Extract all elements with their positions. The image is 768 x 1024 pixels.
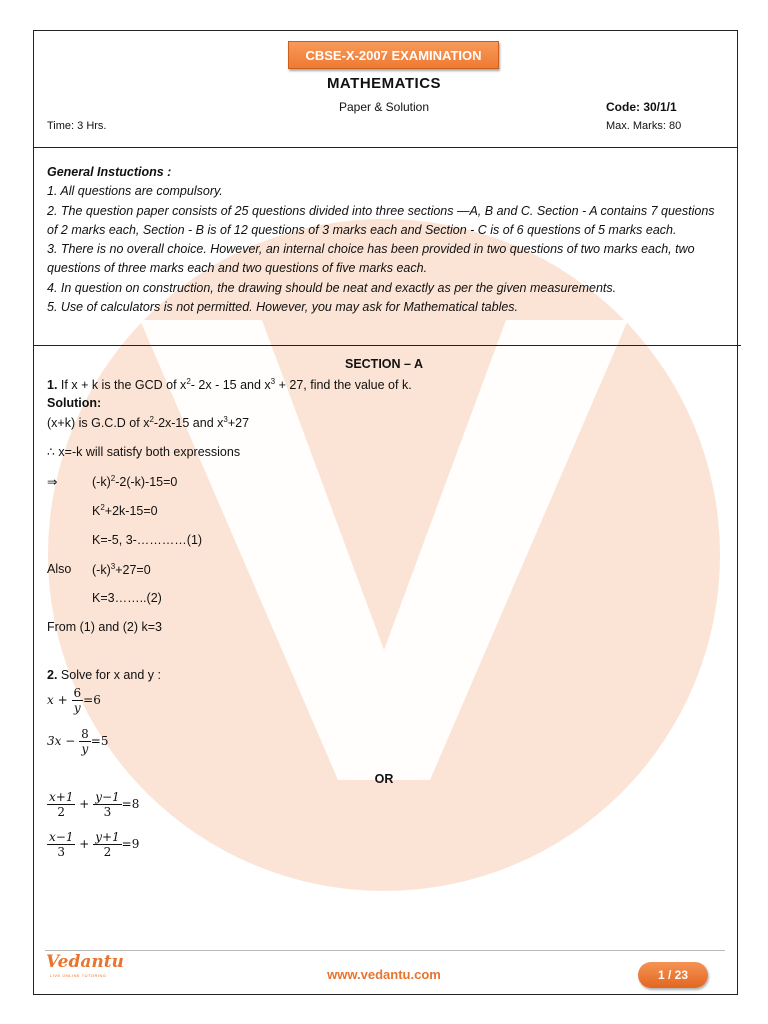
header-divider [33, 147, 738, 148]
numerator: y+1 [95, 830, 120, 844]
denominator: 3 [103, 805, 112, 819]
solution-text: -2x-15 and x [153, 416, 224, 431]
solution-line: K=-5, 3-…………(1) [92, 533, 203, 547]
eq-term: x [47, 693, 54, 707]
denominator: y [73, 701, 81, 715]
solution-line [92, 562, 151, 577]
fraction [47, 830, 75, 859]
numerator: y−1 [95, 790, 120, 804]
superscript: 2 [110, 474, 116, 483]
superscript: 3 [270, 377, 276, 386]
question-number: 2. [47, 668, 58, 682]
equation-1 [47, 686, 101, 715]
question-number: 1. [47, 378, 58, 393]
eq-term: 3x [47, 734, 62, 748]
solution-line [47, 415, 249, 430]
solution-line [92, 474, 177, 489]
fraction [47, 790, 75, 819]
solution-text: +27=0 [115, 563, 151, 578]
subject-title: MATHEMATICS [326, 75, 442, 92]
equation-4 [47, 830, 139, 859]
eq-rhs: =8 [121, 797, 140, 811]
solution-text: (-k) [92, 563, 111, 578]
eq-operator: + [79, 837, 90, 851]
eq-operator: + [79, 797, 90, 811]
or-label: OR [374, 772, 394, 786]
time-label: Time: 3 Hrs. [47, 120, 107, 132]
solution-line: ∴ x=-k will satisfy both expressions [47, 445, 241, 459]
question-text: If x + k is the GCD of x [60, 378, 187, 393]
eq-rhs: =5 [90, 734, 109, 748]
solution-label: Solution: [47, 396, 102, 410]
equation-2 [47, 727, 108, 756]
logo-tagline: LIVE ONLINE TUTORING [50, 973, 107, 978]
instructions-divider [33, 345, 741, 346]
question-text: - 2x - 15 and x [190, 378, 271, 393]
solution-text: +2k-15=0 [104, 504, 158, 519]
fraction [79, 727, 91, 756]
numerator: 8 [81, 727, 89, 741]
solution-text: -2(-k)-15=0 [115, 475, 178, 490]
solution-text: K [92, 504, 101, 519]
website-link[interactable]: www.vedantu.com [327, 967, 441, 982]
footer-divider [45, 950, 725, 951]
equation-3 [47, 790, 139, 819]
superscript: 2 [149, 415, 154, 424]
question-text: Solve for x and y : [57, 668, 161, 682]
eq-operator: − [65, 734, 76, 748]
solution-line: K=3……..(2) [92, 591, 162, 605]
instruction-item: 3. There is no overall choice. However, an internal choice has been provided in two questions of two marks each, two questions of three marks each and two questions of five marks each. [47, 242, 695, 276]
max-marks-label: Max. Marks: 80 [606, 120, 682, 132]
eq-operator: + [57, 693, 68, 707]
instruction-item: 1. All questions are compulsory. [47, 184, 223, 199]
instruction-item: 4. In question on construction, the drawing should be neat and exactly as per the given measurements. [47, 280, 617, 295]
general-instructions [47, 163, 727, 317]
paper-code: Code: 30/1/1 [606, 100, 677, 114]
eq-rhs: =6 [83, 693, 101, 707]
instruction-item: 5. Use of calculators is not permitted. However, you may ask for Mathematical tables. [47, 300, 519, 315]
fraction [93, 790, 121, 819]
question-2 [47, 668, 161, 682]
denominator: 3 [57, 845, 66, 859]
denominator: 2 [103, 845, 112, 859]
solution-text: (x+k) is G.C.D of x [47, 416, 150, 431]
implies-arrow: ⇒ [47, 475, 58, 489]
paper-label: Paper & Solution [338, 100, 430, 114]
solution-line [92, 503, 158, 518]
also-label: Also [47, 562, 72, 576]
instruction-item: 2. The question paper consists of 25 questions divided into three sections —A, B and C. Section - A contains 7 questions of 2 marks each, Section - B is of 12 questions of 3 marks each and Section - C is of 6 questions of 5 marks each. [47, 203, 715, 237]
denominator: y [81, 742, 89, 756]
page-number-badge: 1 / 23 [638, 962, 708, 988]
vedantu-logo: Vedantu [46, 952, 124, 972]
numerator: 6 [73, 686, 82, 700]
solution-text: (-k) [92, 475, 111, 490]
question-text: + 27, find the value of k. [275, 378, 412, 393]
instructions-heading: General Instuctions : [47, 165, 172, 179]
exam-badge: CBSE-X-2007 EXAMINATION [288, 41, 499, 69]
eq-rhs: =9 [121, 837, 140, 851]
solution-line: From (1) and (2) k=3 [47, 620, 162, 634]
fraction [72, 686, 84, 715]
superscript: 3 [110, 562, 116, 571]
solution-text: +27 [227, 416, 250, 431]
superscript: 2 [100, 503, 105, 512]
fraction [93, 830, 121, 859]
numerator: x−1 [49, 830, 74, 844]
superscript: 3 [223, 415, 228, 424]
denominator: 2 [57, 805, 66, 819]
question-1 [47, 377, 412, 392]
superscript: 2 [186, 377, 191, 386]
numerator: x+1 [49, 790, 74, 804]
section-title: SECTION – A [344, 357, 424, 371]
